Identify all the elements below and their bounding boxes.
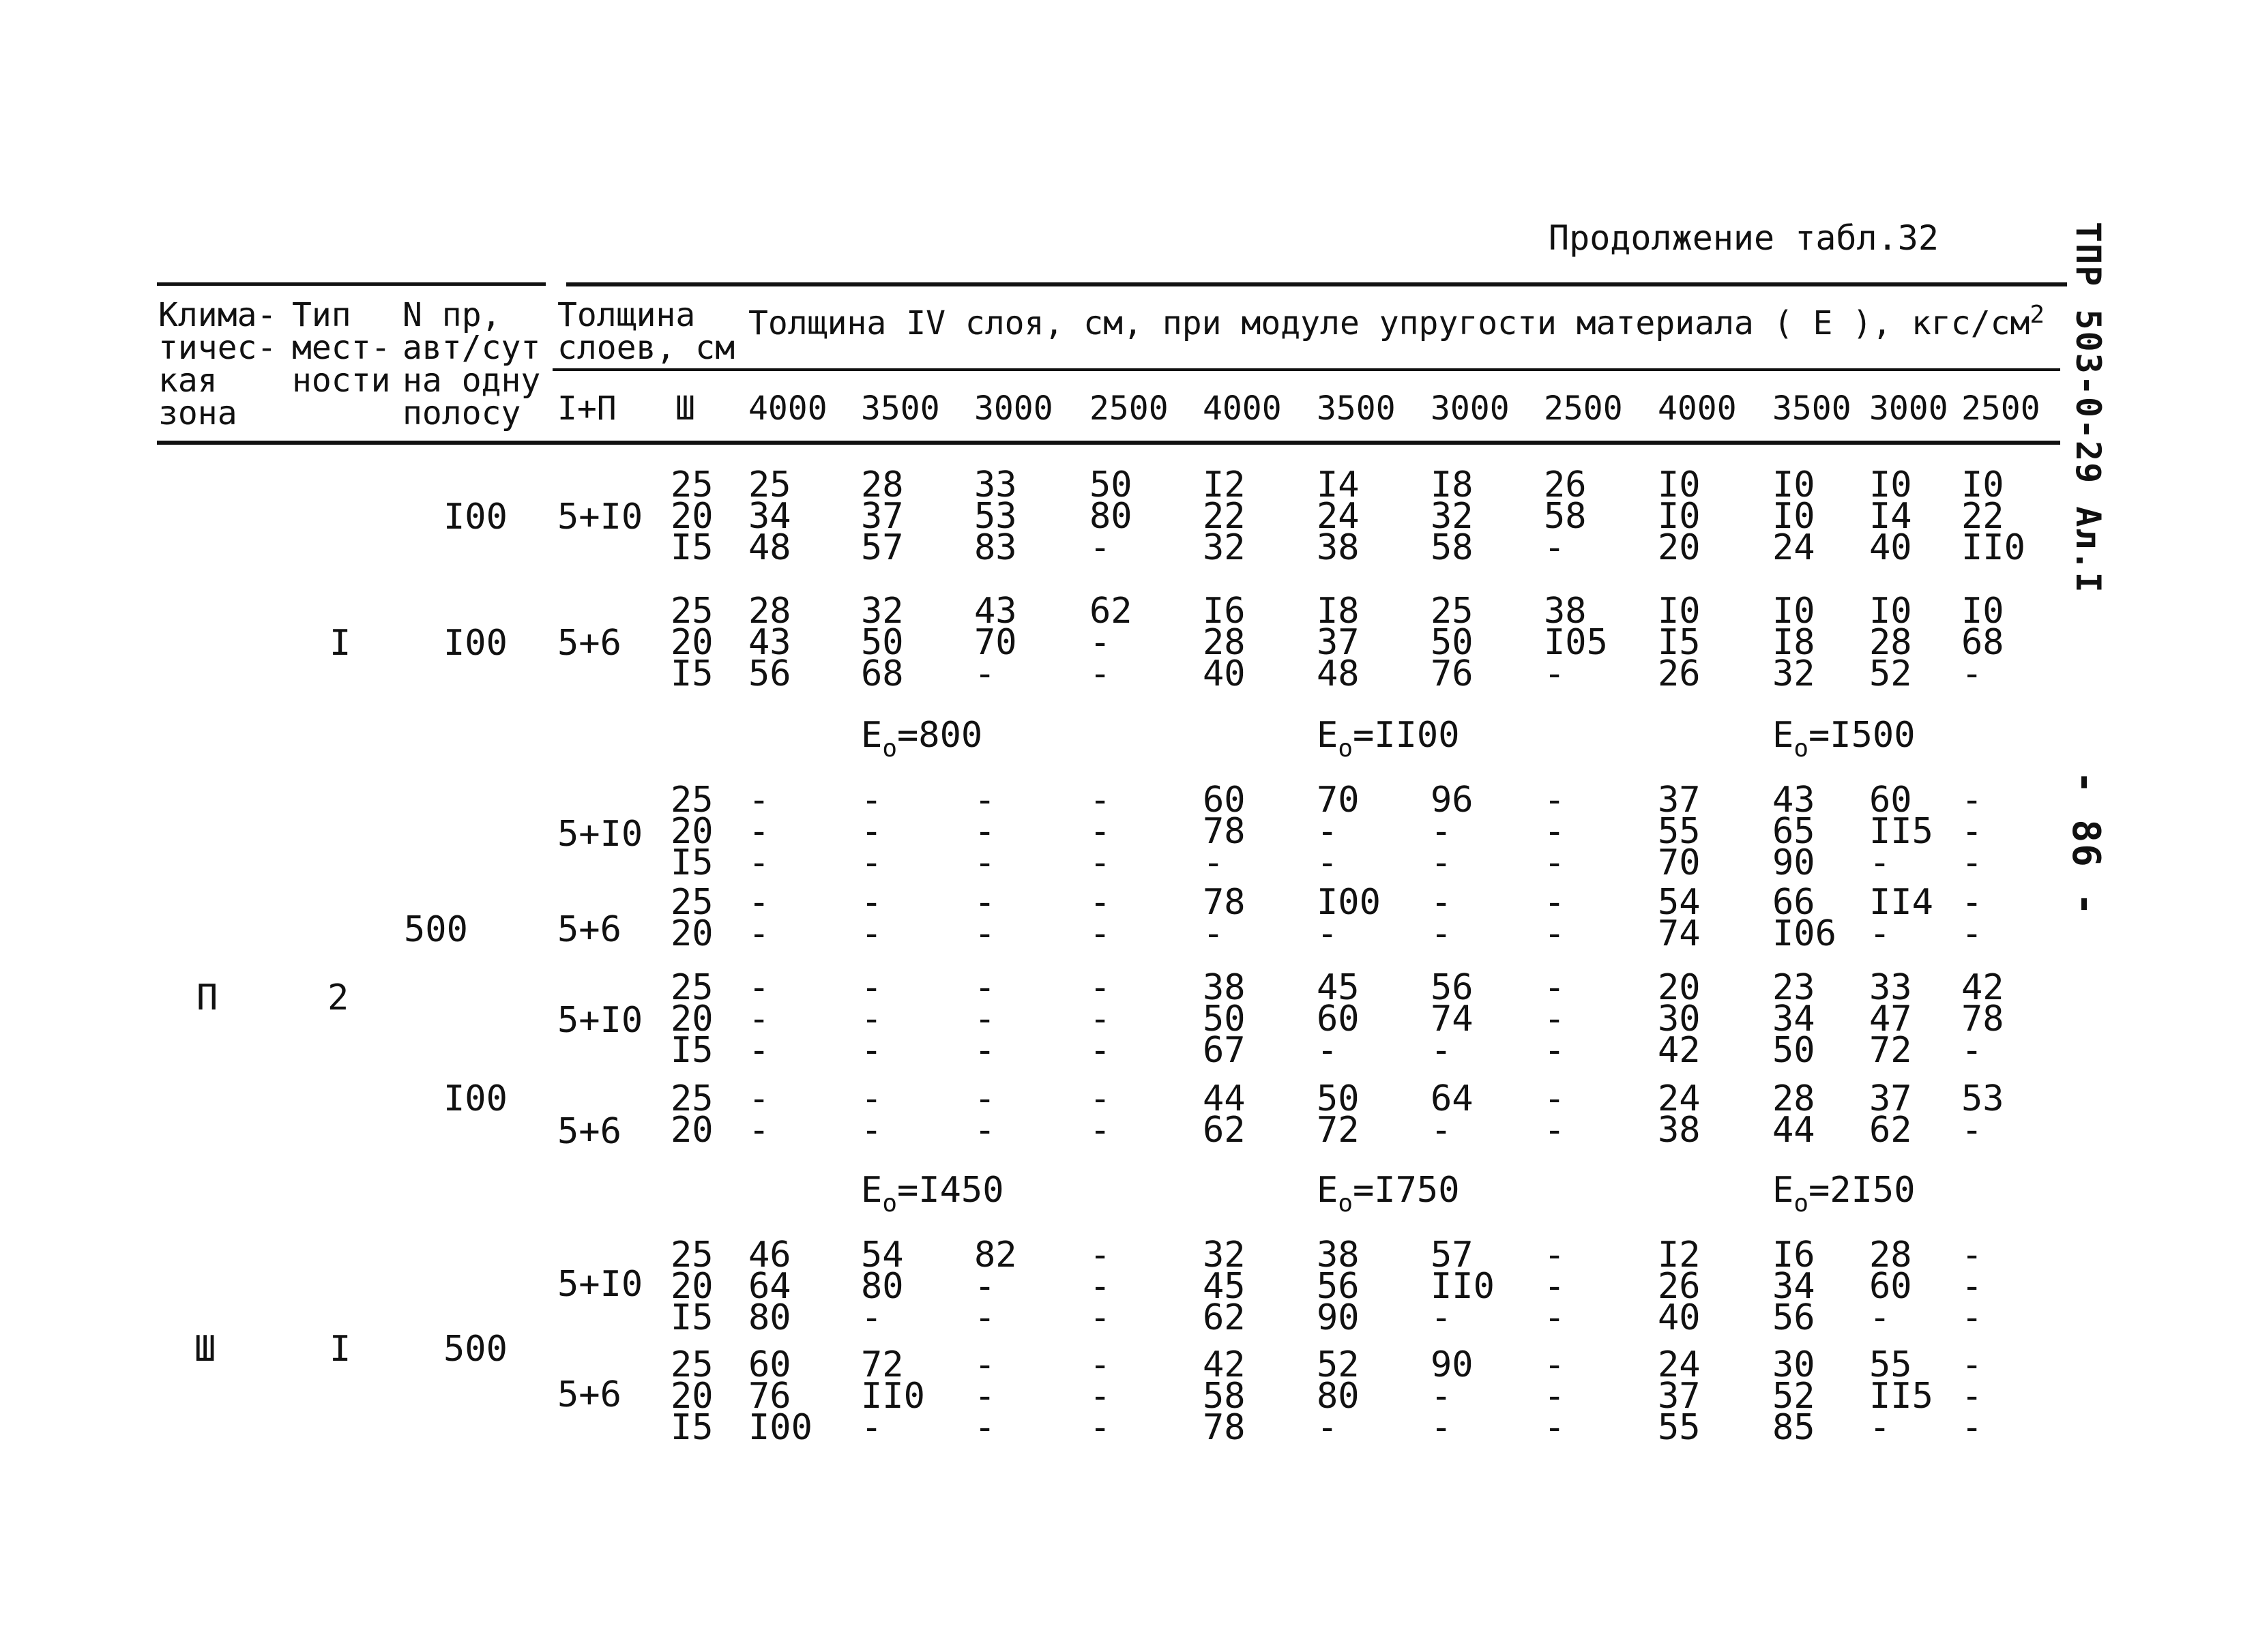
table-cell: 32 50 68 (861, 591, 904, 694)
table-cell: 33 47 72 (1869, 967, 1912, 1071)
table-cell: - - (1544, 1078, 1566, 1151)
traffic-100-a: I00 (443, 497, 508, 537)
traffic-100-b: I00 (443, 623, 508, 664)
table-cell: I0 28 52 (1869, 591, 1912, 694)
modulus-header: 2500 (1089, 389, 1169, 428)
layer3-thickness-cell: 25 20 (671, 882, 714, 954)
modulus-header: 4000 (1658, 389, 1737, 428)
table-cell: I8 32 58 (1431, 464, 1474, 568)
document-code: ТПР 503-0-29 Ал.I (2068, 222, 2108, 594)
layers-label: 5+6 (557, 1374, 621, 1415)
modulus-header: 3500 (1772, 389, 1851, 428)
table-cell: 50 80 - (1089, 464, 1132, 568)
table-cell: I6 28 40 (1203, 591, 1246, 694)
traffic-500-b: 500 (443, 1329, 508, 1370)
layer3-thickness-cell: 25 20 I5 (671, 780, 714, 883)
table-cell: 96 - - (1431, 780, 1474, 883)
table-cell: - - - (1544, 1235, 1566, 1338)
layers-label: 5+I0 (557, 1000, 643, 1041)
header-layer4-title: Толщина IV слоя, см, при модуле упругости материала ( E ), кгс/$см^2$ (748, 301, 2045, 342)
table-cell: - - - (1089, 967, 1111, 1071)
table-cell: - - (748, 882, 770, 954)
modulus-header: 3000 (974, 389, 1053, 428)
table-cell: 33 53 83 (974, 464, 1017, 568)
table-cell: - - - (974, 780, 996, 883)
table-cell: I8 37 48 (1317, 591, 1360, 694)
top-rule-left (157, 282, 546, 286)
table-cell: 38 I05 - (1544, 591, 1608, 694)
table-cell: - - (861, 882, 883, 954)
table-cell: - - - (861, 967, 883, 1071)
table-cell: 62 - - (1089, 591, 1132, 694)
header-layers: Толщина слоев, см (557, 296, 735, 367)
table-cell: 25 50 76 (1431, 591, 1474, 694)
table-cell: I00 - (1317, 882, 1381, 954)
table-cell: - - (1089, 882, 1111, 954)
table-cell: 23 34 50 (1772, 967, 1815, 1071)
table-cell: - - (861, 1078, 883, 1151)
layers-label: 5+6 (557, 909, 621, 950)
table-cell: - - - (1089, 1235, 1111, 1338)
table-cell: - - - (861, 780, 883, 883)
table-cell: 54 80 - (861, 1235, 904, 1338)
layer3-thickness-cell: 25 20 I5 (671, 591, 714, 694)
eo-label-1750: $E_o=I750$ (1317, 1170, 1460, 1218)
layer3-thickness-cell: 25 20 I5 (671, 1235, 714, 1338)
modulus-header: 3500 (1317, 389, 1396, 428)
table-cell: - - (1431, 882, 1452, 954)
table-cell: 37 55 70 (1658, 780, 1701, 883)
table-cell: I0 I0 20 (1658, 464, 1701, 568)
table-cell: - - - (1544, 780, 1566, 883)
table-cell: 42 58 78 (1203, 1344, 1246, 1448)
table-cell: 50 72 (1317, 1078, 1360, 1151)
table-cell: 30 52 85 (1772, 1344, 1815, 1448)
table-cell: I0 68 - (1961, 591, 2004, 694)
top-rule-right (566, 282, 2067, 286)
table-cell: 52 80 - (1317, 1344, 1360, 1448)
table-cell: - - - (974, 1344, 996, 1448)
table-cell: - - - (748, 780, 770, 883)
table-cell: 37 62 (1869, 1078, 1912, 1151)
header-layer-3: Ш (675, 389, 695, 428)
table-cell: - - - (748, 967, 770, 1071)
layer3-thickness-cell: 25 20 I5 (671, 967, 714, 1071)
traffic-500-a: 500 (404, 909, 468, 950)
subheader-rule (553, 368, 2060, 371)
table-cell: 70 - - (1317, 780, 1360, 883)
table-cell: I0 22 II0 (1961, 464, 2025, 568)
table-cell: 25 34 48 (748, 464, 791, 568)
terrain-type-2-label: 2 (327, 977, 349, 1018)
table-cell: 60 II5 - (1869, 780, 1933, 883)
table-cell: 72 II0 - (861, 1344, 925, 1448)
table-cell: I0 I8 32 (1772, 591, 1815, 694)
modulus-header: 4000 (1203, 389, 1282, 428)
table-cell: - - (1544, 882, 1566, 954)
layers-label: 5+6 (557, 1111, 621, 1152)
terrain-type-1-label-b: I (329, 1329, 351, 1370)
eo-label-1500: $E_o=I500$ (1772, 715, 1916, 763)
layer3-thickness-cell: 25 20 I5 (671, 464, 714, 568)
page-number: - 86 - (2064, 771, 2108, 917)
table-cell: 42 78 - (1961, 967, 2004, 1071)
table-cell: 38 50 67 (1203, 967, 1246, 1071)
table-cell: I0 I5 26 (1658, 591, 1701, 694)
table-cell: II4 - (1869, 882, 1933, 954)
table-cell: 26 58 - (1544, 464, 1587, 568)
table-cell: 20 30 42 (1658, 967, 1701, 1071)
layers-label: 5+6 (557, 623, 621, 664)
eo-label-800: $E_o=800$ (861, 715, 983, 763)
table-cell: I6 34 56 (1772, 1235, 1815, 1338)
table-cell: - - (974, 882, 996, 954)
header-terrain: Тип мест- ности (292, 296, 391, 400)
eo-label-2150: $E_o=2I50$ (1772, 1170, 1916, 1218)
table-cell: - - (748, 1078, 770, 1151)
table-cell: 78 - (1203, 882, 1246, 954)
traffic-100-c: I00 (443, 1078, 508, 1119)
layers-label: 5+I0 (557, 1264, 643, 1305)
table-cell: 38 56 90 (1317, 1235, 1360, 1338)
modulus-header: 2500 (1961, 389, 2040, 428)
zone-II-label: П (196, 977, 218, 1018)
modulus-header: 3000 (1431, 389, 1510, 428)
layer3-thickness-cell: 25 20 (671, 1078, 714, 1151)
table-cell: - - (974, 1078, 996, 1151)
table-cell: I4 24 38 (1317, 464, 1360, 568)
table-cell: - - (1961, 882, 1983, 954)
table-cell: 28 60 - (1869, 1235, 1912, 1338)
table-cell: 28 43 56 (748, 591, 791, 694)
zone-III-label: Ш (194, 1329, 216, 1370)
table-cell: I0 I0 24 (1772, 464, 1815, 568)
table-cell: 53 - (1961, 1078, 2004, 1151)
table-cell: 24 38 (1658, 1078, 1701, 1151)
table-cell: 46 64 80 (748, 1235, 791, 1338)
table-cell: 90 - - (1431, 1344, 1474, 1448)
header-bottom-rule (157, 441, 2060, 445)
layer3-thickness-cell: 25 20 I5 (671, 1344, 714, 1448)
table-cell: 32 45 62 (1203, 1235, 1246, 1338)
header-zone: Клима- тичес- кая зона (158, 296, 277, 432)
header-traffic: N пр, авт/сут на одну полосу (402, 296, 541, 432)
table-cell: 28 44 (1772, 1078, 1815, 1151)
table-cell: 64 - (1431, 1078, 1474, 1151)
table-cell: 43 65 90 (1772, 780, 1815, 883)
table-cell: 82 - - (974, 1235, 1017, 1338)
table-cell: 45 60 - (1317, 967, 1360, 1071)
table-cell: 60 76 I00 (748, 1344, 812, 1448)
table-cell: - - - (1089, 780, 1111, 883)
modulus-header: 2500 (1544, 389, 1623, 428)
table-cell: I2 22 32 (1203, 464, 1246, 568)
header-layers-1-2: I+П (557, 389, 617, 428)
table-cell: 57 II0 - (1431, 1235, 1495, 1338)
table-cell: 66 I06 (1772, 882, 1836, 954)
layers-label: 5+I0 (557, 814, 643, 855)
eo-label-1100: $E_o=II00$ (1317, 715, 1460, 763)
table-cell: 54 74 (1658, 882, 1701, 954)
table-cell: I0 I4 40 (1869, 464, 1912, 568)
terrain-type-1-label: I (329, 623, 351, 664)
table-cell: 24 37 55 (1658, 1344, 1701, 1448)
table-cell: - - - (1089, 1344, 1111, 1448)
modulus-header: 3500 (861, 389, 940, 428)
table-cell: 60 78 - (1203, 780, 1246, 883)
table-cell: - - - (1961, 1235, 1983, 1338)
table-cell: - - - (1544, 1344, 1566, 1448)
table-cell: 28 37 57 (861, 464, 904, 568)
table-cell: I2 26 40 (1658, 1235, 1701, 1338)
table-cell: - - (1089, 1078, 1111, 1151)
table-cell: - - - (974, 967, 996, 1071)
table-cell: - - - (1961, 780, 1983, 883)
table-cell: 44 62 (1203, 1078, 1246, 1151)
table-cell: 55 II5 - (1869, 1344, 1933, 1448)
table-cell: 43 70 - (974, 591, 1017, 694)
table-cell: 56 74 - (1431, 967, 1474, 1071)
table-caption: Продолжение табл.32 (1549, 218, 1939, 258)
table-cell: - - - (1961, 1344, 1983, 1448)
modulus-header: 3000 (1869, 389, 1948, 428)
layers-label: 5+I0 (557, 497, 643, 537)
eo-label-1450: $E_o=I450$ (861, 1170, 1004, 1218)
table-cell: - - - (1544, 967, 1566, 1071)
modulus-header: 4000 (748, 389, 827, 428)
